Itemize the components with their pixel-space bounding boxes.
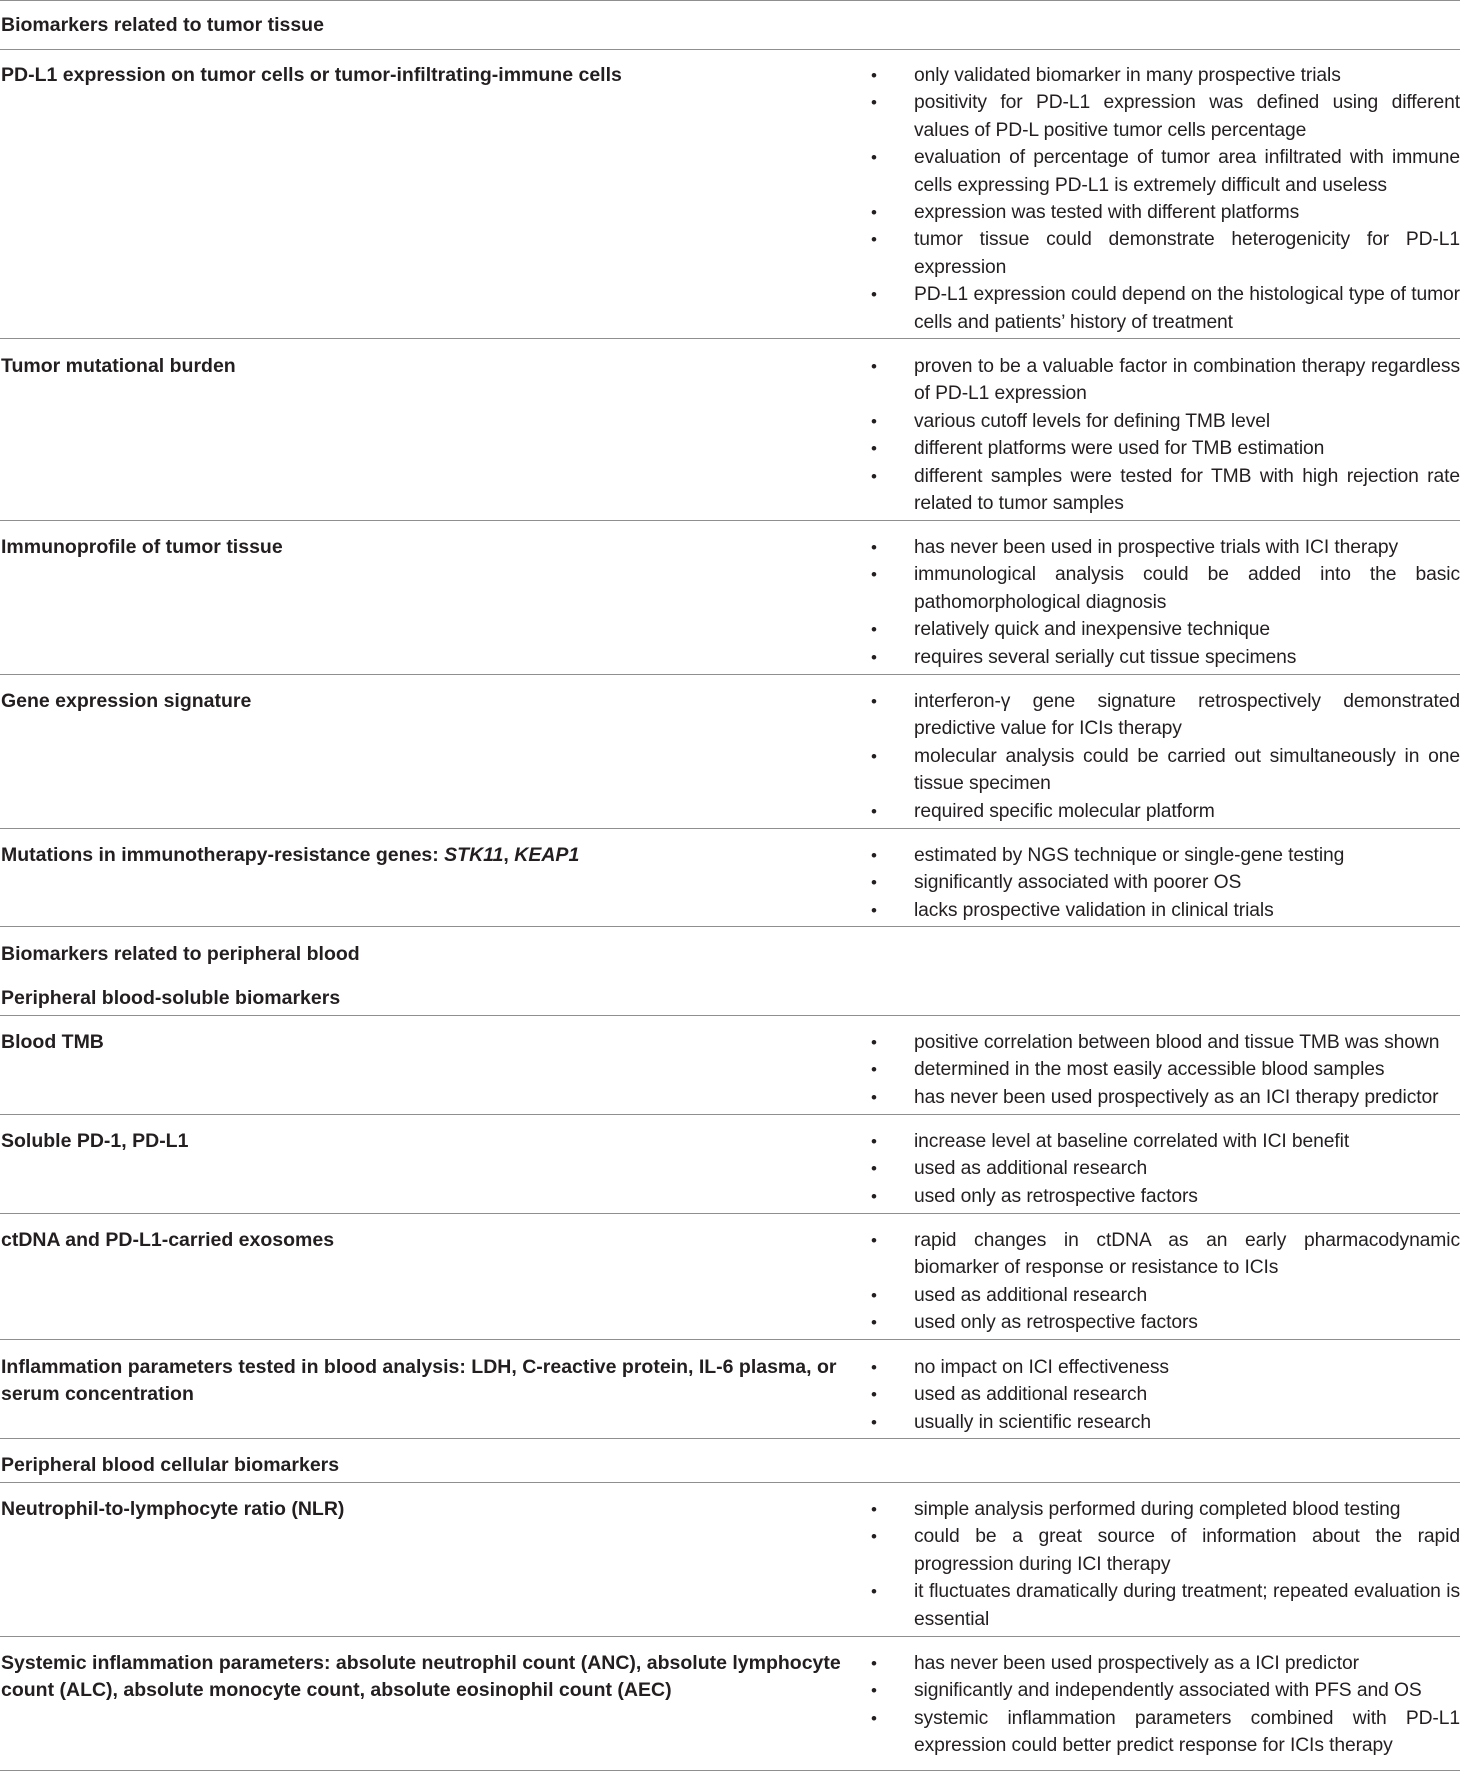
bullet-item: • no impact on ICI effectiveness <box>871 1354 1460 1381</box>
bullet-list <box>871 1354 1460 1436</box>
bullet-item: • has never been used prospectively as a ICI predictor <box>871 1650 1460 1677</box>
bullet-item: • could be a great source of information about the rapid progression during ICI therapy <box>871 1523 1460 1578</box>
bullet-item: • systemic inflammation parameters combined with PD-L1 expression could better predict response for ICIs therapy <box>871 1705 1460 1760</box>
row-title: ctDNA and PD-L1-carried exosomes <box>1 1229 335 1251</box>
row-title: PD-L1 expression on tumor cells or tumor-infiltrating-immune cells <box>1 64 622 86</box>
bullet-item: • immunological analysis could be added into the basic pathomorphological diagnosis <box>871 561 1460 616</box>
bullet-item: • only validated biomarker in many prospective trials <box>871 62 1460 89</box>
row-title-separator: , <box>503 844 515 866</box>
subsection-heading: Peripheral blood cellular biomarkers <box>1 1454 340 1476</box>
bullet-item: • PD-L1 expression could depend on the histological type of tumor cells and patients’ history of treatment <box>871 281 1460 336</box>
row-title: Soluble PD-1, PD-L1 <box>1 1130 189 1152</box>
table-rule <box>0 1015 1460 1016</box>
bullet-list <box>871 62 1460 336</box>
bullet-item: • used only as retrospective factors <box>871 1183 1460 1210</box>
bullet-item: • positive correlation between blood and tissue TMB was shown <box>871 1029 1460 1056</box>
bullet-item: • has never been used prospectively as an ICI therapy predictor <box>871 1084 1460 1111</box>
row-title-text: Mutations in immunotherapy-resistance genes: <box>1 844 445 866</box>
row-title: Inflammation parameters tested in blood analysis: LDH, C-reactive protein, IL-6 plasma, or serum concentration <box>1 1356 837 1406</box>
gene-name: STK11 <box>444 844 504 866</box>
bullet-list <box>871 842 1460 924</box>
bullet-item: • used as additional research <box>871 1155 1460 1182</box>
bullet-item: • significantly and independently associated with PFS and OS <box>871 1677 1460 1704</box>
bullet-list <box>871 688 1460 825</box>
bullet-item: • evaluation of percentage of tumor area infiltrated with immune cells expressing PD-L1 is extremely difficult and useless <box>871 144 1460 199</box>
table-rule <box>0 926 1460 927</box>
table-rule <box>0 1482 1460 1483</box>
table-rule <box>0 338 1460 339</box>
row-title: Blood TMB <box>1 1031 104 1053</box>
bullet-list <box>871 1128 1460 1210</box>
table-rule <box>0 1213 1460 1214</box>
bullet-item: • has never been used in prospective trials with ICI therapy <box>871 534 1460 561</box>
row-title: Neutrophil-to-lymphocyte ratio (NLR) <box>1 1498 345 1520</box>
table-rule <box>0 520 1460 521</box>
bullet-item: • interferon-γ gene signature retrospectively demonstrated predictive value for ICIs therapy <box>871 688 1460 743</box>
bullet-item: • proven to be a valuable factor in combination therapy regardless of PD-L1 expression <box>871 353 1460 408</box>
bullet-item: • different platforms were used for TMB estimation <box>871 435 1460 462</box>
bullet-item: • significantly associated with poorer OS <box>871 869 1460 896</box>
bullet-item: • different samples were tested for TMB with high rejection rate related to tumor samples <box>871 463 1460 518</box>
bullet-list <box>871 1496 1460 1633</box>
gene-name: KEAP1 <box>514 844 580 866</box>
bullet-item: • required specific molecular platform <box>871 798 1460 825</box>
bullet-item: • expression was tested with different platforms <box>871 199 1460 226</box>
table-rule <box>0 49 1460 50</box>
bullet-item: • simple analysis performed during completed blood testing <box>871 1496 1460 1523</box>
bullet-item: • determined in the most easily accessible blood samples <box>871 1056 1460 1083</box>
bullet-list <box>871 353 1460 517</box>
bullet-list <box>871 1029 1460 1111</box>
bullet-list <box>871 1650 1460 1760</box>
bullet-item: • used as additional research <box>871 1381 1460 1408</box>
bullet-item: • increase level at baseline correlated with ICI benefit <box>871 1128 1460 1155</box>
bullet-item: • used as additional research <box>871 1282 1460 1309</box>
bullet-list <box>871 534 1460 671</box>
bullet-item: • various cutoff levels for defining TMB level <box>871 408 1460 435</box>
bullet-item: • it fluctuates dramatically during treatment; repeated evaluation is essential <box>871 1578 1460 1633</box>
row-title: Tumor mutational burden <box>1 355 236 377</box>
table-rule <box>0 1438 1460 1439</box>
table-rule <box>0 1339 1460 1340</box>
bullet-item: • lacks prospective validation in clinical trials <box>871 897 1460 924</box>
bullet-item: • rapid changes in ctDNA as an early pharmacodynamic biomarker of response or resistance to ICIs <box>871 1227 1460 1282</box>
table-rule <box>0 1770 1460 1771</box>
section-heading: Biomarkers related to peripheral blood <box>1 943 360 965</box>
bullet-item: • used only as retrospective factors <box>871 1309 1460 1336</box>
row-title <box>1 842 851 869</box>
subsection-heading: Peripheral blood-soluble biomarkers <box>1 987 341 1009</box>
table-rule <box>0 1636 1460 1637</box>
bullet-item: • relatively quick and inexpensive technique <box>871 616 1460 643</box>
bullet-item: • tumor tissue could demonstrate heterogenicity for PD-L1 expression <box>871 226 1460 281</box>
table-rule <box>0 828 1460 829</box>
row-title: Systemic inflammation parameters: absolute neutrophil count (ANC), absolute lymphocyte count (ALC), absolute monocyte count, absolute eosinophil count (AEC) <box>1 1652 841 1702</box>
row-title: Immunoprofile of tumor tissue <box>1 536 283 558</box>
bullet-item: • molecular analysis could be carried out simultaneously in one tissue specimen <box>871 743 1460 798</box>
table-rule <box>0 674 1460 675</box>
bullet-list <box>871 1227 1460 1337</box>
bullet-item: • requires several serially cut tissue specimens <box>871 644 1460 671</box>
bullet-item: • positivity for PD-L1 expression was defined using different values of PD-L positive tumor cells percentage <box>871 89 1460 144</box>
table-rule <box>0 0 1460 1</box>
section-heading: Biomarkers related to tumor tissue <box>1 14 324 36</box>
table-rule <box>0 1114 1460 1115</box>
bullet-item: • estimated by NGS technique or single-gene testing <box>871 842 1460 869</box>
row-title: Gene expression signature <box>1 690 252 712</box>
bullet-item: • usually in scientific research <box>871 1409 1460 1436</box>
